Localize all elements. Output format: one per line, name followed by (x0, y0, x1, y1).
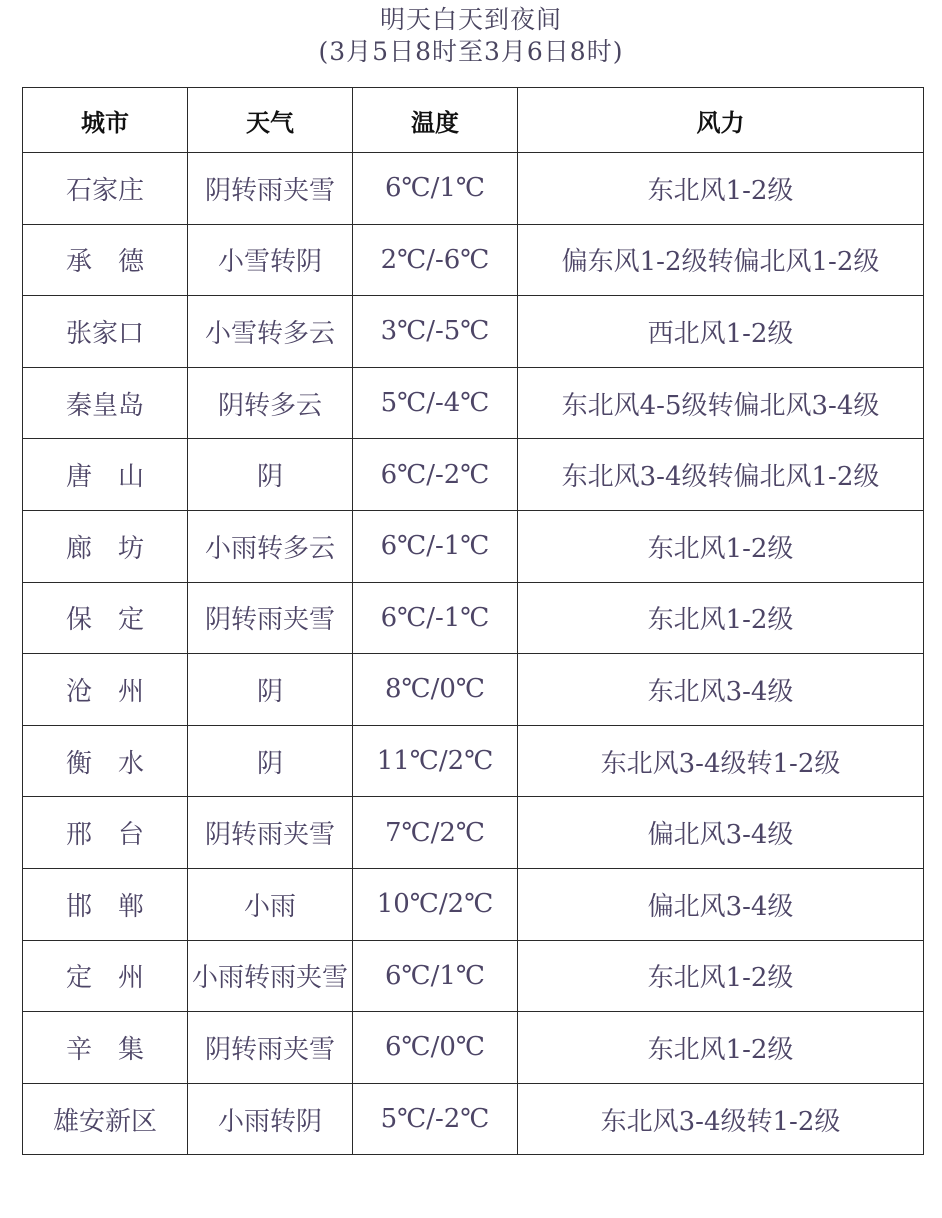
weather-cell: 阴 (188, 439, 353, 511)
city-cell: 唐山 (23, 439, 188, 511)
weather-cell: 小雨 (188, 868, 353, 940)
weather-cell: 阴转雨夹雪 (188, 797, 353, 869)
table-row (23, 367, 924, 439)
city-cell: 保定 (23, 582, 188, 654)
weather-cell: 小雪转阴 (188, 224, 353, 296)
wind-cell: 东北风3-4级转偏北风1-2级 (518, 439, 924, 511)
temperature-cell: 11℃/2℃ (353, 725, 518, 797)
temperature-cell: 10℃/2℃ (353, 868, 518, 940)
city-cell: 沧州 (23, 654, 188, 726)
weather-cell: 阴转雨夹雪 (188, 1012, 353, 1084)
temperature-cell: 7℃/2℃ (353, 797, 518, 869)
header-temperature: 温度 (353, 88, 518, 153)
table-row (23, 654, 924, 726)
table-row (23, 868, 924, 940)
wind-cell: 偏北风3-4级 (518, 797, 924, 869)
city-cell: 雄安新区 (23, 1083, 188, 1155)
city-cell: 邯郸 (23, 868, 188, 940)
wind-cell: 东北风1-2级 (518, 1012, 924, 1084)
wind-cell: 东北风1-2级 (518, 153, 924, 225)
table-row (23, 296, 924, 368)
temperature-cell: 5℃/-2℃ (353, 1083, 518, 1155)
forecast-table (22, 87, 924, 1155)
weather-cell: 阴转雨夹雪 (188, 582, 353, 654)
header-wind: 风力 (518, 88, 924, 153)
wind-cell: 东北风1-2级 (518, 940, 924, 1012)
wind-cell: 偏东风1-2级转偏北风1-2级 (518, 224, 924, 296)
wind-cell: 东北风4-5级转偏北风3-4级 (518, 367, 924, 439)
city-cell: 石家庄 (23, 153, 188, 225)
header-weather: 天气 (188, 88, 353, 153)
wind-cell: 东北风1-2级 (518, 582, 924, 654)
city-cell: 邢台 (23, 797, 188, 869)
weather-cell: 阴 (188, 654, 353, 726)
table-row (23, 510, 924, 582)
temperature-cell: 6℃/-1℃ (353, 582, 518, 654)
temperature-cell: 6℃/1℃ (353, 153, 518, 225)
weather-cell: 小雨转雨夹雪 (188, 940, 353, 1012)
weather-cell: 小雨转多云 (188, 510, 353, 582)
table-row (23, 1083, 924, 1155)
temperature-cell: 6℃/-2℃ (353, 439, 518, 511)
weather-cell: 小雪转多云 (188, 296, 353, 368)
temperature-cell: 3℃/-5℃ (353, 296, 518, 368)
wind-cell: 东北风3-4级 (518, 654, 924, 726)
city-cell: 定州 (23, 940, 188, 1012)
table-row (23, 153, 924, 225)
table-row (23, 224, 924, 296)
city-cell: 秦皇岛 (23, 367, 188, 439)
city-cell: 辛集 (23, 1012, 188, 1084)
table-row (23, 725, 924, 797)
wind-cell: 东北风3-4级转1-2级 (518, 725, 924, 797)
weather-cell: 阴 (188, 725, 353, 797)
title-period: (3月5日8时至3月6日8时) (318, 37, 624, 66)
city-cell: 廊坊 (23, 510, 188, 582)
city-cell: 承德 (23, 224, 188, 296)
table-row (23, 940, 924, 1012)
city-cell: 张家口 (23, 296, 188, 368)
table-row (23, 1012, 924, 1084)
wind-cell: 偏北风3-4级 (518, 868, 924, 940)
table-row (23, 797, 924, 869)
city-cell: 衡水 (23, 725, 188, 797)
title-main: 明天白天到夜间 (379, 5, 562, 34)
wind-cell: 东北风1-2级 (518, 510, 924, 582)
table-row (23, 439, 924, 511)
weather-cell: 阴转雨夹雪 (188, 153, 353, 225)
wind-cell: 西北风1-2级 (518, 296, 924, 368)
temperature-cell: 6℃/0℃ (353, 1012, 518, 1084)
table-row (23, 582, 924, 654)
header-city: 城市 (23, 88, 188, 153)
temperature-cell: 6℃/1℃ (353, 940, 518, 1012)
temperature-cell: 8℃/0℃ (353, 654, 518, 726)
weather-cell: 小雨转阴 (188, 1083, 353, 1155)
temperature-cell: 6℃/-1℃ (353, 510, 518, 582)
temperature-cell: 5℃/-4℃ (353, 367, 518, 439)
wind-cell: 东北风3-4级转1-2级 (518, 1083, 924, 1155)
table-header-row (23, 88, 924, 153)
weather-cell: 阴转多云 (188, 367, 353, 439)
temperature-cell: 2℃/-6℃ (353, 224, 518, 296)
